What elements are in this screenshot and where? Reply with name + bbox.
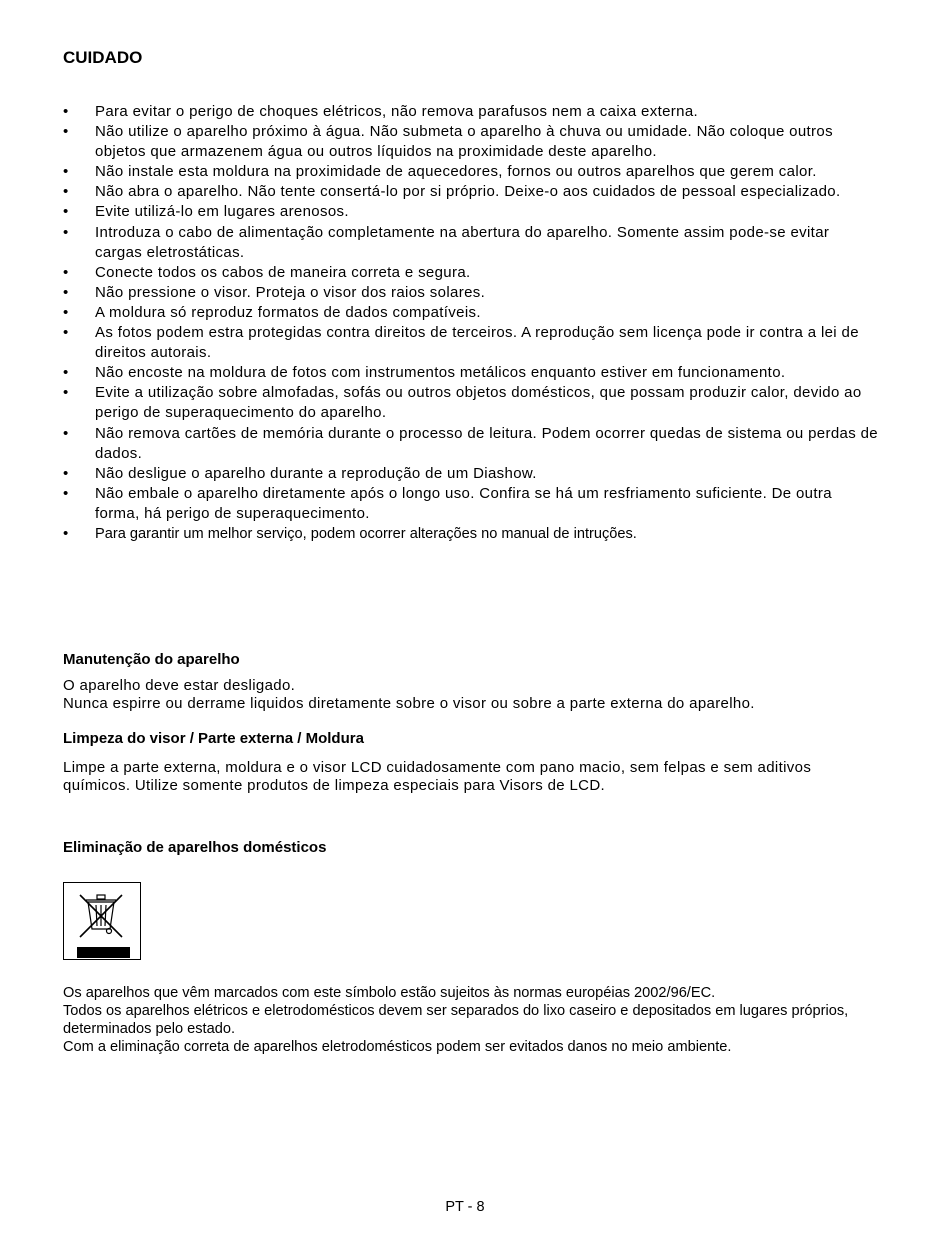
bullet-icon: •	[63, 303, 69, 321]
list-item-text: As fotos podem estra protegidas contra direitos de terceiros. A reprodução sem licença pode ir contra a lei de direitos autorais.	[95, 324, 859, 362]
section-heading-cuidado: CUIDADO	[63, 48, 143, 67]
maintenance-title: Manutenção do aparelho	[63, 651, 240, 668]
disposal-line-1: Os aparelhos que vêm marcados com este símbolo estão sujeitos às normas européias 2002/96/EC.	[63, 985, 716, 1001]
maintenance-body	[63, 677, 893, 713]
maintenance-section	[63, 651, 240, 669]
bullet-icon: •	[63, 324, 69, 342]
bullet-icon: •	[63, 424, 69, 442]
list-item-text: Evite a utilização sobre almofadas, sofás ou outros objetos domésticos, que possam produzir calor, devido ao perigo de superaquecimento do aparelho.	[95, 384, 862, 422]
bullet-icon: •	[63, 283, 69, 301]
list-item	[63, 524, 878, 544]
weee-crossed-bin-icon	[63, 882, 141, 960]
disposal-body	[63, 984, 863, 1056]
bullet-icon: •	[63, 263, 69, 281]
bullet-icon: •	[63, 223, 69, 241]
list-item	[63, 363, 878, 383]
cleaning-title: Limpeza do visor / Parte externa / Moldura	[63, 730, 364, 747]
maintenance-line-1: O aparelho deve estar desligado.	[63, 677, 296, 694]
list-item-text: Para garantir um melhor serviço, podem ocorrer alterações no manual de intruções.	[95, 525, 637, 542]
list-item	[63, 263, 878, 283]
maintenance-line-2: Nunca espirre ou derrame liquidos diretamente sobre o visor ou sobre a parte externa do aparelho.	[63, 695, 755, 712]
cleaning-text: Limpe a parte externa, moldura e o visor LCD cuidadosamente com pano macio, sem felpas e sem aditivos químicos. Utilize somente produtos de limpeza especiais para Visors de LCD.	[63, 759, 812, 794]
list-item	[63, 484, 878, 524]
list-item-text: Não utilize o aparelho próximo à água. Não submeta o aparelho à chuva ou umidade. Não coloque outros objetos que armazenem água ou outros líquidos na proximidade deste aparelho.	[95, 123, 833, 161]
list-item	[63, 162, 878, 182]
list-item-text: Para evitar o perigo de choques elétricos, não remova parafusos nem a caixa externa.	[95, 103, 699, 120]
list-item	[63, 182, 878, 202]
bullet-icon: •	[63, 163, 69, 181]
disposal-line-2: Todos os aparelhos elétricos e eletrodomésticos devem ser separados do lixo caseiro e depositados em lugares próprios, determinados pelo estado.	[63, 1003, 849, 1037]
bullet-icon: •	[63, 103, 69, 120]
caution-list	[63, 102, 878, 544]
list-item	[63, 102, 878, 122]
list-item	[63, 223, 878, 263]
list-item-text: Não embale o aparelho diretamente após o longo uso. Confira se há um resfriamento suficiente. De outra forma, há perigo de superaquecimento.	[95, 484, 832, 522]
disposal-line-3: Com a eliminação correta de aparelhos eletrodomésticos podem ser evitados danos no meio ambiente.	[63, 1039, 732, 1055]
bullet-icon: •	[63, 183, 69, 201]
list-item-text: Não pressione o visor. Proteja o visor dos raios solares.	[95, 283, 486, 301]
disposal-title: Eliminação de aparelhos domésticos	[63, 839, 327, 856]
bullet-icon: •	[63, 484, 69, 502]
list-item	[63, 383, 878, 423]
list-item	[63, 424, 878, 464]
list-item	[63, 323, 878, 363]
list-item-text: Conecte todos os cabos de maneira correta e segura.	[95, 263, 471, 281]
disposal-section	[63, 839, 326, 857]
cleaning-section	[63, 730, 364, 748]
list-item-text: Não abra o aparelho. Não tente consertá-lo por si próprio. Deixe-o aos cuidados de pessoal especializado.	[95, 183, 841, 201]
list-item-text: Não encoste na moldura de fotos com instrumentos metálicos enquanto estiver em funcionamento.	[95, 364, 786, 382]
bullet-icon: •	[63, 123, 69, 141]
list-item-text: A moldura só reproduz formatos de dados compatíveis.	[95, 303, 481, 321]
list-item	[63, 303, 878, 323]
bullet-icon: •	[63, 384, 69, 402]
list-item	[63, 122, 878, 162]
bullet-icon: •	[63, 203, 69, 221]
list-item-text: Evite utilizá-lo em lugares arenosos.	[95, 203, 349, 221]
page-number: PT - 8	[445, 1199, 485, 1215]
list-item	[63, 283, 878, 303]
bullet-icon: •	[63, 364, 69, 382]
list-item	[63, 464, 878, 484]
list-item	[63, 202, 878, 222]
list-item-text: Não desligue o aparelho durante a reprodução de um Diashow.	[95, 464, 537, 482]
bullet-icon: •	[63, 524, 69, 542]
list-item-text: Não remova cartões de memória durante o processo de leitura. Podem ocorrer quedas de sistema ou perdas de dados.	[95, 424, 878, 462]
cleaning-body	[63, 759, 823, 795]
list-item-text: Não instale esta moldura na proximidade de aquecedores, fornos ou outros aparelhos que gerem calor.	[95, 163, 817, 181]
bullet-icon: •	[63, 464, 69, 482]
list-item-text: Introduza o cabo de alimentação completamente na abertura do aparelho. Somente assim pode-se evitar cargas eletrostáticas.	[95, 223, 830, 261]
